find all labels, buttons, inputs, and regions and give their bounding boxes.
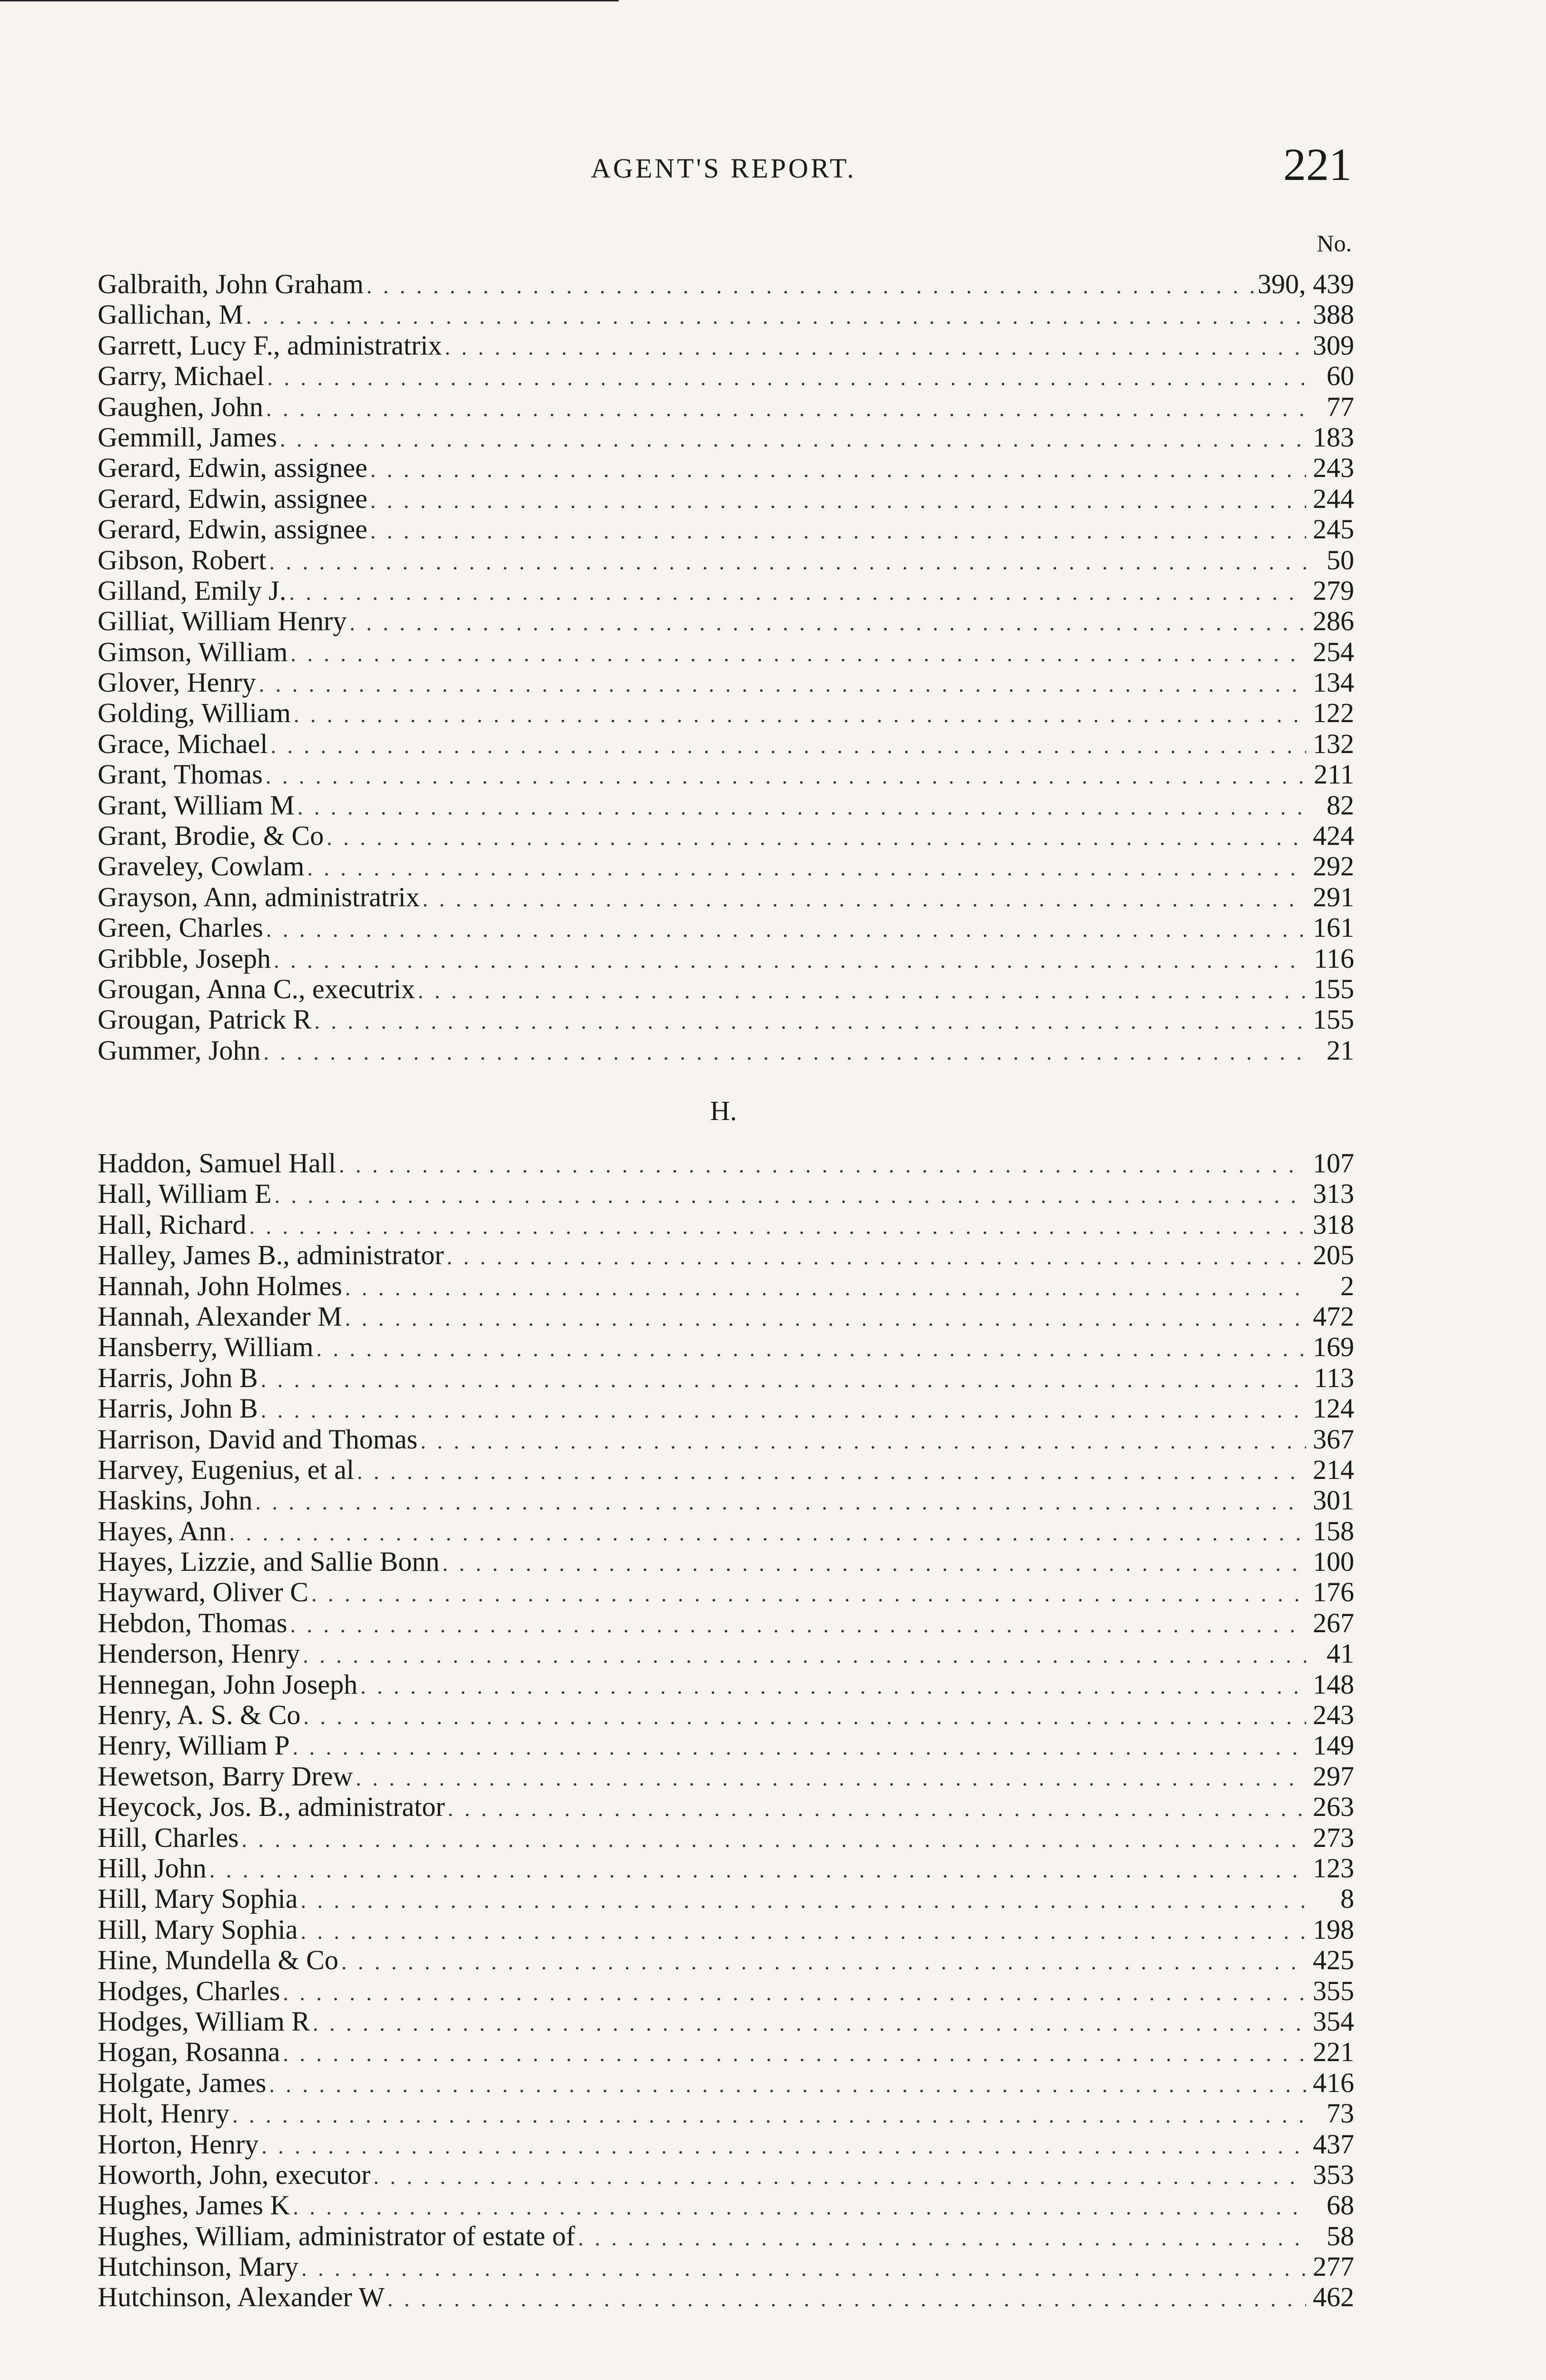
entry-number: 425 (1313, 1944, 1354, 1976)
entry-number: 313 (1313, 1178, 1354, 1210)
entry-name: Gummer, John (98, 1034, 261, 1066)
dot-leader (259, 669, 1306, 700)
index-entry (98, 1700, 1354, 1730)
index-entry (98, 1976, 1354, 2006)
entry-name: Hill, Mary Sophia (98, 1914, 298, 1945)
dot-leader (418, 976, 1306, 1006)
index-entry (98, 1516, 1354, 1547)
dot-leader (311, 1579, 1306, 1609)
dot-leader (261, 2131, 1306, 2162)
entry-name: Hebdon, Thomas (98, 1607, 287, 1638)
dot-leader (317, 1334, 1307, 1364)
index-entry (98, 1332, 1354, 1362)
number-column-heading: No. (1317, 230, 1352, 257)
entry-name: Gemmill, James (98, 421, 277, 453)
index-entry (98, 484, 1354, 514)
entry-number: 155 (1313, 1004, 1354, 1035)
dot-leader (266, 394, 1306, 424)
index-entry (98, 912, 1354, 943)
entry-number: 267 (1313, 1607, 1354, 1638)
entry-number: 169 (1313, 1331, 1354, 1363)
dot-leader (445, 332, 1306, 363)
entry-name: Henderson, Henry (98, 1638, 300, 1669)
dot-leader (314, 1006, 1306, 1037)
entry-name: Gibson, Robert (98, 544, 267, 575)
index-entry (98, 1945, 1354, 1975)
entry-number: 221 (1313, 2036, 1354, 2068)
dot-leader (266, 914, 1306, 945)
entry-number: 82 (1327, 789, 1354, 821)
dot-leader (293, 2192, 1306, 2222)
entry-name: Hansberry, William (98, 1331, 314, 1363)
entry-name: Galbraith, John Graham (98, 268, 364, 299)
dot-leader (261, 1395, 1306, 1426)
entry-name: Hall, Richard (98, 1209, 247, 1240)
index-entry (98, 698, 1354, 728)
dot-leader (229, 1518, 1306, 1548)
entry-name: Hayes, Ann (98, 1515, 227, 1547)
entry-number: 279 (1313, 575, 1354, 606)
index-entry (98, 1823, 1354, 1853)
entry-name: Grant, William M (98, 789, 295, 821)
index-entry (98, 1761, 1354, 1792)
entry-name: Harvey, Eugenius, et al (98, 1454, 354, 1485)
index-entry (98, 974, 1354, 1004)
dot-leader (268, 363, 1306, 393)
index-entry (98, 1547, 1354, 1577)
entry-name: Gerard, Edwin, assignee (98, 483, 367, 514)
index-entry (98, 1424, 1354, 1455)
index-entry (98, 851, 1354, 882)
entry-number: 8 (1340, 1883, 1354, 1914)
index-entry (98, 1271, 1354, 1301)
entry-number: 286 (1313, 605, 1354, 637)
dot-leader (423, 884, 1306, 914)
entry-name: Hall, William E (98, 1178, 272, 1210)
entry-name: Harris, John B (98, 1393, 258, 1424)
entry-name: Haddon, Samuel Hall (98, 1148, 336, 1179)
index-entry (98, 2282, 1354, 2312)
entry-name: Grougan, Patrick R (98, 1004, 312, 1035)
index-entry (98, 1035, 1354, 1066)
entry-name: Haskins, John (98, 1485, 253, 1516)
entry-number: 309 (1313, 329, 1354, 361)
entry-name: Heycock, Jos. B., administrator (98, 1791, 445, 1823)
dot-leader (357, 1457, 1306, 1487)
entry-name: Hughes, William, administrator of estate of (98, 2220, 575, 2251)
dot-leader (370, 455, 1306, 485)
entry-name: Hewetson, Barry Drew (98, 1760, 353, 1792)
index-entry (98, 575, 1354, 606)
entry-name: Grougan, Anna C., executrix (98, 973, 415, 1004)
entry-name: Halley, James B., administrator (98, 1240, 444, 1271)
index-entry (98, 2068, 1354, 2098)
index-entry (98, 422, 1354, 453)
dot-leader (294, 700, 1306, 730)
dot-leader (360, 1671, 1306, 1702)
entry-name: Hayes, Lizzie, and Sallie Bonn (98, 1546, 440, 1577)
entry-name: Hill, John (98, 1852, 207, 1884)
index-entry (98, 1148, 1354, 1179)
index-entry (98, 667, 1354, 698)
index-entry (98, 1393, 1354, 1424)
entry-number: 243 (1313, 1699, 1354, 1731)
entry-name: Hutchinson, Alexander W (98, 2281, 385, 2313)
dot-leader (283, 2039, 1306, 2069)
dot-leader (370, 516, 1306, 546)
entry-name: Golding, William (98, 697, 291, 729)
index-entry (98, 1240, 1354, 1270)
entry-name: Holgate, James (98, 2067, 267, 2098)
entry-number: 68 (1327, 2190, 1354, 2221)
index-entry (98, 2221, 1354, 2251)
index-entry (98, 2190, 1354, 2221)
index-entry (98, 2098, 1354, 2129)
entry-number: 263 (1313, 1791, 1354, 1823)
entry-number: 161 (1313, 912, 1354, 943)
dot-leader (232, 2100, 1306, 2131)
entry-name: Hill, Charles (98, 1822, 239, 1853)
entry-name: Henry, William P (98, 1730, 290, 1761)
entry-name: Gerard, Edwin, assignee (98, 514, 367, 545)
entry-name: Hutchinson, Mary (98, 2251, 299, 2282)
index-entry (98, 514, 1354, 545)
entry-number: 462 (1313, 2281, 1354, 2313)
entry-name: Hannah, Alexander M (98, 1300, 342, 1332)
entry-number: 155 (1313, 973, 1354, 1004)
index-entry (98, 361, 1354, 391)
dot-leader (209, 1855, 1306, 1885)
entry-number: 367 (1313, 1423, 1354, 1455)
entry-name: Hannah, John Holmes (98, 1270, 342, 1301)
index-entry (98, 606, 1354, 636)
index-entry (98, 2251, 1354, 2282)
index-entry (98, 2006, 1354, 2037)
entry-name: Hodges, Charles (98, 1975, 280, 2006)
entry-name: Horton, Henry (98, 2128, 259, 2160)
entry-name: Gaughen, John (98, 391, 263, 422)
dot-leader (301, 2253, 1306, 2284)
dot-leader (339, 1150, 1306, 1180)
dot-leader (280, 424, 1306, 455)
index-entry (98, 1363, 1354, 1393)
entry-number: 21 (1327, 1034, 1354, 1066)
index-entry (98, 269, 1354, 299)
dot-leader (373, 2162, 1306, 2192)
entry-name: Hodges, William R (98, 2005, 310, 2037)
index-entry (98, 1669, 1354, 1700)
entry-number: 277 (1313, 2251, 1354, 2282)
entry-name: Gimson, William (98, 636, 288, 667)
dot-leader (300, 1885, 1306, 1916)
entry-number: 124 (1313, 1393, 1354, 1424)
entry-number: 353 (1313, 2159, 1354, 2190)
index-list-g (98, 269, 1354, 1066)
index-entry (98, 2037, 1354, 2067)
entry-number: 416 (1313, 2067, 1354, 2098)
entry-name: Harris, John B (98, 1362, 258, 1393)
entry-number: 132 (1313, 728, 1354, 759)
top-rule (0, 0, 619, 1)
entry-number: 214 (1313, 1454, 1354, 1485)
dot-leader (327, 823, 1306, 853)
entry-number: 354 (1313, 2005, 1354, 2037)
dot-leader (293, 1732, 1306, 1763)
entry-name: Henry, A. S. & Co (98, 1699, 301, 1731)
entry-number: 291 (1313, 881, 1354, 912)
entry-name: Grant, Brodie, & Co (98, 820, 324, 852)
index-entry (98, 545, 1354, 575)
index-entry (98, 2129, 1354, 2160)
section-letter-h: H. (710, 1095, 737, 1126)
entry-number: 41 (1327, 1638, 1354, 1669)
entry-name: Hine, Mundella & Co (98, 1944, 338, 1976)
entry-number: 472 (1313, 1300, 1354, 1332)
entry-number: 183 (1313, 421, 1354, 453)
dot-leader (307, 853, 1306, 883)
entry-name: Gilliat, William Henry (98, 605, 347, 637)
entry-name: Grant, Thomas (98, 759, 263, 790)
index-entry (98, 1884, 1354, 1914)
entry-name: Grace, Michael (98, 728, 268, 759)
index-entry (98, 637, 1354, 667)
index-entry (98, 453, 1354, 483)
index-entry (98, 299, 1354, 330)
index-list-h (98, 1148, 1354, 2313)
index-entry (98, 330, 1354, 361)
dot-leader (283, 1978, 1306, 2008)
dot-leader (263, 1037, 1306, 1068)
entry-number: 73 (1327, 2098, 1354, 2129)
dot-leader (420, 1426, 1306, 1457)
entry-name: Grayson, Ann, administratrix (98, 881, 420, 912)
dot-leader (303, 1640, 1306, 1671)
index-entry (98, 1914, 1354, 1945)
index-entry (98, 821, 1354, 851)
entry-number: 437 (1313, 2128, 1354, 2160)
entry-number: 123 (1313, 1852, 1354, 1884)
entry-number: 254 (1313, 636, 1354, 667)
entry-number: 244 (1313, 483, 1354, 514)
dot-leader (300, 1916, 1306, 1947)
entry-number: 60 (1327, 360, 1354, 392)
entry-number: 113 (1314, 1362, 1354, 1393)
index-entry (98, 1792, 1354, 1822)
entry-name: Green, Charles (98, 912, 263, 943)
index-entry (98, 1301, 1354, 1332)
entry-name: Hogan, Rosanna (98, 2036, 280, 2068)
page-header (95, 138, 1352, 200)
entry-number: 116 (1314, 942, 1354, 974)
entry-number: 424 (1313, 820, 1354, 852)
entry-name: Holt, Henry (98, 2098, 230, 2129)
entry-number: 273 (1313, 1822, 1354, 1853)
dot-leader (269, 2070, 1306, 2100)
index-entry (98, 1638, 1354, 1669)
running-title: AGENT'S REPORT. (591, 153, 856, 184)
entry-number: 318 (1313, 1209, 1354, 1240)
index-entry (98, 392, 1354, 422)
dot-leader (341, 1947, 1306, 1977)
index-entry (98, 1455, 1354, 1485)
entry-name: Graveley, Cowlam (98, 851, 305, 882)
dot-leader (290, 1610, 1306, 1640)
entry-number: 58 (1327, 2220, 1354, 2251)
dot-leader (367, 271, 1255, 301)
entry-number: 2 (1340, 1270, 1354, 1301)
dot-leader (270, 731, 1306, 761)
index-entry (98, 2160, 1354, 2190)
entry-number: 198 (1313, 1914, 1354, 1945)
entry-name: Harrison, David and Thomas (98, 1423, 418, 1455)
entry-number: 148 (1313, 1668, 1354, 1700)
entry-name: Gallichan, M (98, 299, 244, 330)
dot-leader (269, 547, 1306, 577)
index-entry (98, 943, 1354, 974)
dot-leader (447, 1242, 1306, 1272)
dot-leader (261, 1365, 1306, 1395)
index-entry (98, 1577, 1354, 1607)
dot-leader (313, 2008, 1306, 2039)
index-entry (98, 1179, 1354, 1209)
entry-name: Glover, Henry (98, 667, 256, 698)
index-entry (98, 1730, 1354, 1761)
dot-leader (266, 761, 1306, 792)
entry-number: 149 (1313, 1730, 1354, 1761)
dot-leader (370, 486, 1306, 516)
entry-number: 100 (1313, 1546, 1354, 1577)
entry-number: 390, 439 (1258, 268, 1354, 299)
index-entry (98, 790, 1354, 821)
dot-leader (241, 1825, 1306, 1855)
dot-leader (578, 2223, 1306, 2253)
dot-leader (448, 1794, 1306, 1824)
index-entry (98, 882, 1354, 912)
entry-name: Gerard, Edwin, assignee (98, 452, 367, 484)
dot-leader (289, 577, 1306, 608)
dot-leader (297, 792, 1306, 823)
index-entry (98, 1004, 1354, 1035)
entry-number: 107 (1313, 1148, 1354, 1179)
index-entry (98, 1608, 1354, 1638)
dot-leader (246, 301, 1306, 332)
entry-number: 211 (1314, 759, 1354, 790)
entry-number: 158 (1313, 1515, 1354, 1547)
entry-number: 134 (1313, 667, 1354, 698)
entry-number: 50 (1327, 544, 1354, 575)
dot-leader (274, 1180, 1306, 1211)
index-entry (98, 759, 1354, 790)
entry-name: Garrett, Lucy F., administratrix (98, 329, 442, 361)
dot-leader (249, 1211, 1306, 1242)
dot-leader (349, 608, 1306, 638)
dot-leader (274, 945, 1306, 976)
dot-leader (345, 1303, 1306, 1334)
entry-name: Gribble, Joseph (98, 942, 271, 974)
entry-name: Garry, Michael (98, 360, 265, 392)
index-entry (98, 1485, 1354, 1516)
entry-number: 388 (1313, 299, 1354, 330)
dot-leader (387, 2284, 1306, 2314)
dot-leader (303, 1702, 1306, 1732)
entry-number: 243 (1313, 452, 1354, 484)
entry-name: Howorth, John, executor (98, 2159, 371, 2190)
dot-leader (345, 1273, 1306, 1303)
entry-number: 301 (1313, 1485, 1354, 1516)
index-entry (98, 729, 1354, 759)
entry-number: 176 (1313, 1577, 1354, 1608)
entry-number: 122 (1313, 697, 1354, 729)
dot-leader (255, 1487, 1306, 1517)
entry-number: 355 (1313, 1975, 1354, 2006)
index-entry (98, 1853, 1354, 1884)
entry-name: Hayward, Oliver C (98, 1577, 308, 1608)
entry-number: 292 (1313, 851, 1354, 882)
dot-leader (442, 1548, 1306, 1579)
entry-name: Hill, Mary Sophia (98, 1883, 298, 1914)
entry-name: Hughes, James K (98, 2190, 290, 2221)
entry-name: Hennegan, John Joseph (98, 1668, 358, 1700)
index-entry (98, 1210, 1354, 1240)
entry-number: 297 (1313, 1760, 1354, 1792)
dot-leader (290, 639, 1306, 669)
entry-number: 205 (1313, 1240, 1354, 1271)
page-number: 221 (1283, 139, 1352, 190)
entry-number: 245 (1313, 514, 1354, 545)
entry-name: Gilland, Emily J. (98, 575, 287, 606)
dot-leader (356, 1763, 1306, 1794)
entry-number: 77 (1327, 391, 1354, 422)
